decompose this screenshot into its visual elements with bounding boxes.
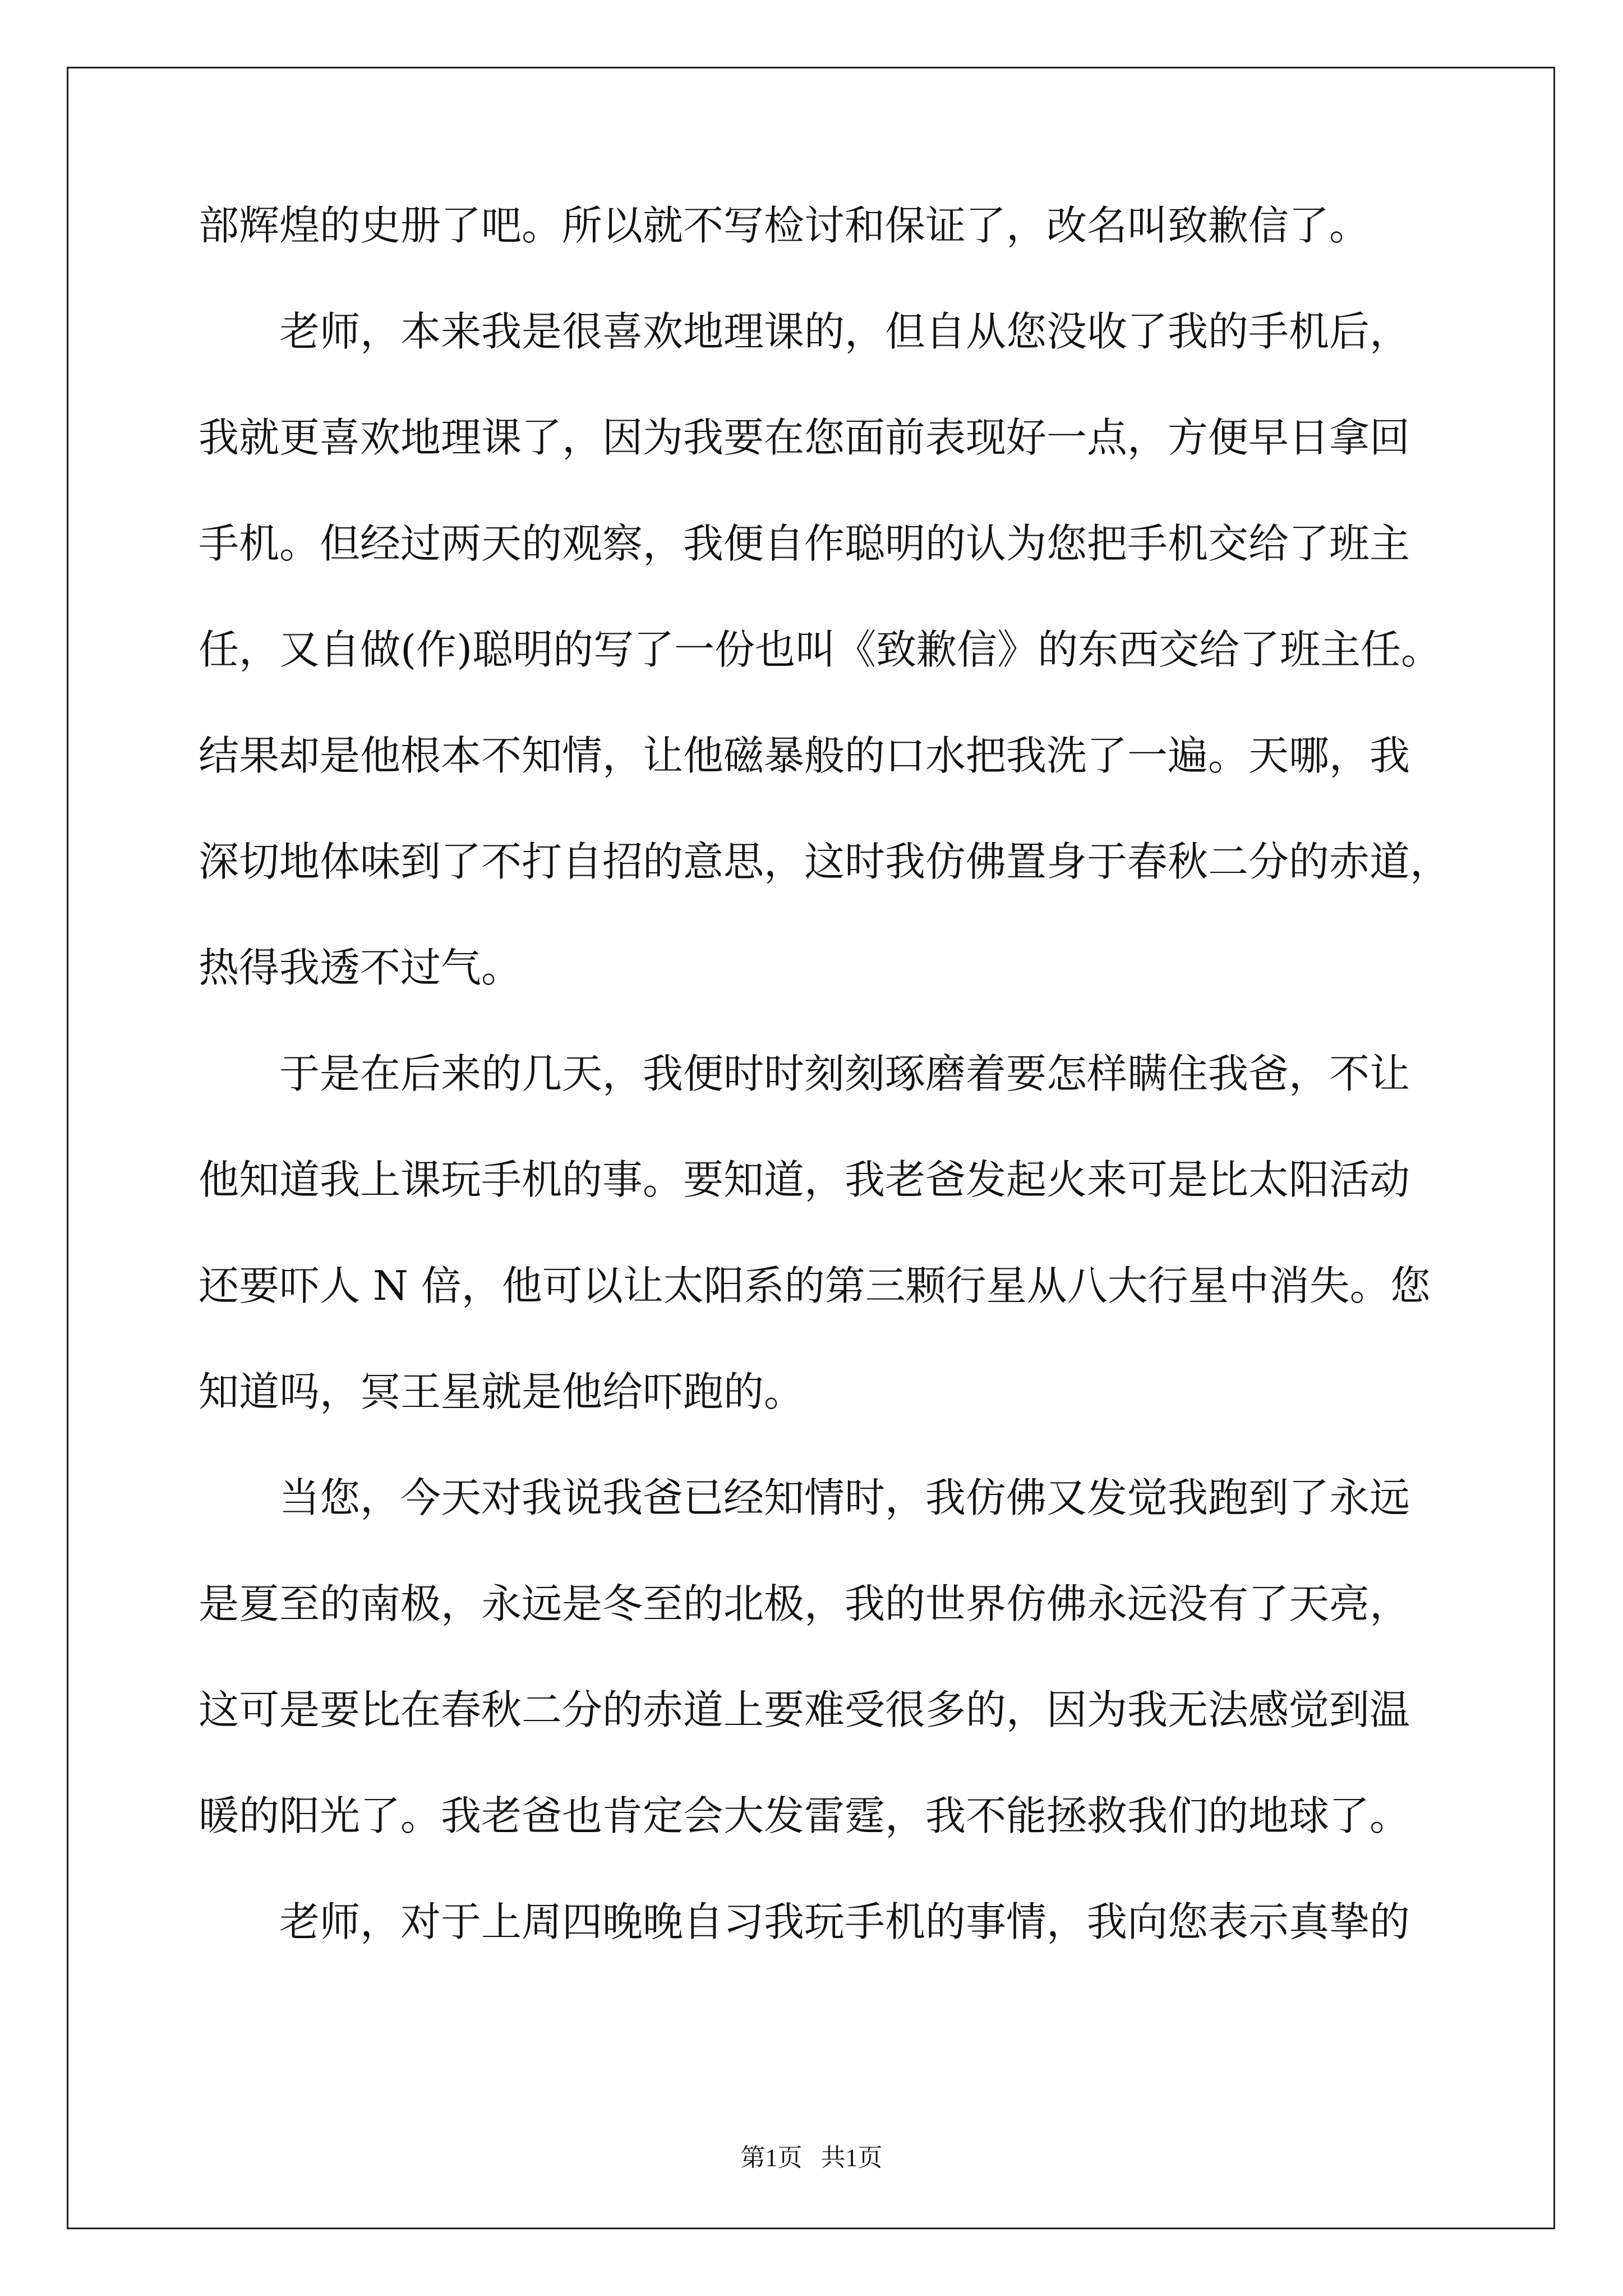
text-line: 于是在后来的几天，我便时时刻刻琢磨着要怎样瞒住我爸，不让 (199, 1050, 1410, 1097)
text-line: 深切地体味到了不打自招的意思，这时我仿佛置身于春秋二分的赤道， (199, 838, 1451, 885)
text-line: 手机。但经过两天的观察，我便自作聪明的认为您把手机交给了班主 (199, 520, 1410, 567)
text-line: 老师，本来我是很喜欢地理课的，但自从您没收了我的手机后， (199, 308, 1410, 355)
text-line: 任，又自做(作)聪明的写了一份也叫《致歉信》的东西交给了班主任。 (199, 626, 1442, 673)
text-line: 这可是要比在春秋二分的赤道上要难受很多的，因为我无法感觉到温 (199, 1686, 1410, 1733)
text-line: 他知道我上课玩手机的事。要知道，我老爸发起火来可是比太阳活动 (199, 1156, 1410, 1203)
document-body (199, 199, 1451, 1949)
page-number: 第1页 (740, 2144, 803, 2171)
text-line: 我就更喜欢地理课了，因为我要在您面前表现好一点，方便早日拿回 (199, 414, 1410, 461)
text-line: 是夏至的南极，永远是冬至的北极，我的世界仿佛永远没有了天亮， (199, 1580, 1410, 1627)
page-footer (0, 2137, 1623, 2173)
text-line: 当您，今天对我说我爸已经知情时，我仿佛又发觉我跑到了永远 (199, 1474, 1410, 1521)
text-line: 知道吗，冥王星就是他给吓跑的。 (199, 1368, 805, 1415)
text-line: 还要吓人 N 倍，他可以让太阳系的第三颗行星从八大行星中消失。您 (199, 1262, 1431, 1309)
page-total: 共1页 (820, 2144, 883, 2171)
text-line: 部辉煌的史册了吧。所以就不写检讨和保证了，改名叫致歉信了。 (199, 202, 1370, 249)
text-line: 老师，对于上周四晚晚自习我玩手机的事情，我向您表示真挚的 (199, 1898, 1410, 1945)
text-line: 结果却是他根本不知情，让他磁暴般的口水把我洗了一遍。天哪，我 (199, 732, 1410, 779)
text-line: 暖的阳光了。我老爸也肯定会大发雷霆，我不能拯救我们的地球了。 (199, 1792, 1410, 1839)
text-line: 热得我透不过气。 (199, 944, 522, 991)
